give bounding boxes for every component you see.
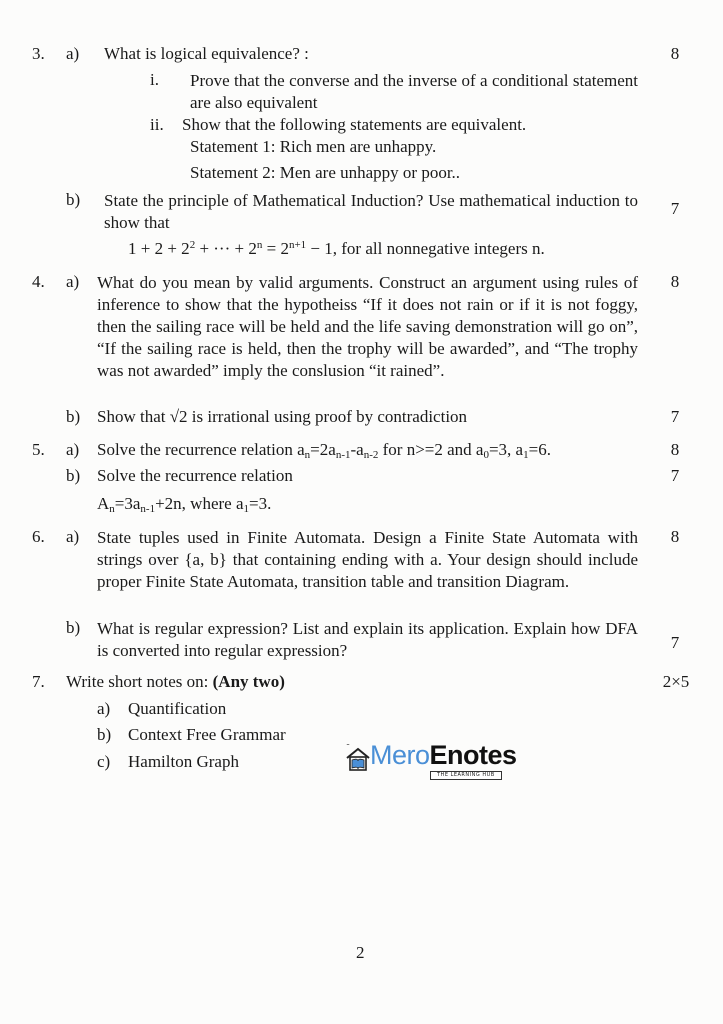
q6b-label: b)	[66, 618, 81, 637]
q7-item-b-label: b)	[97, 725, 112, 744]
q3a-ii-label: ii.	[150, 115, 164, 134]
q5a-label: a)	[66, 440, 80, 459]
q4a-marks: 8	[670, 272, 680, 291]
q7-number: 7.	[32, 672, 45, 691]
q6a-marks: 8	[670, 527, 680, 546]
q4b-text: Show that √2 is irrational using proof by contradiction	[97, 407, 468, 426]
q6a-label: a)	[66, 527, 80, 546]
q3b-text: State the principle of Mathematical Induction? Use mathematical induction to show that	[104, 191, 638, 232]
logo-enotes: Enotes	[429, 740, 517, 770]
q7-item-c-text: Hamilton Graph	[128, 752, 239, 771]
logo-mero: Mero	[370, 740, 430, 770]
q6-number: 6.	[32, 527, 45, 546]
q4b-marks: 7	[670, 407, 680, 426]
q3-number: 3.	[32, 44, 45, 63]
q5a-marks: 8	[670, 440, 680, 459]
q7-text: Write short notes on: (Any two)	[66, 672, 285, 691]
q5a-text: Solve the recurrence relation $a_n=2a_{n-1}-a_{n-2}$ for n>=2 and $a_0=3$, $a_1=6$.	[97, 440, 551, 461]
q7-item-b-text: Context Free Grammar	[128, 725, 286, 744]
q5b-equation: $A_n=3a_{n-1}+2n$, where $a_1=3$.	[97, 494, 272, 515]
q7-marks: 2×5	[662, 672, 690, 691]
svg-text:“: “	[346, 744, 351, 751]
q3a-marks: 8	[670, 44, 680, 63]
q4a-text: What do you mean by valid arguments. Construct an argument using rules of inference to show that the hypotheiss “If it does not rain or if it is not foggy, then the sailing race will be held and the life saving demonstration will go on”, “If the sailing race is held, then the trophy will be awarded”, and “The trophy was not awarded” imply the conslusion “it rained”.	[97, 273, 638, 380]
q3a-text: What is logical equivalence? :	[104, 44, 309, 63]
q4-number: 4.	[32, 272, 45, 291]
q4b-label: b)	[66, 407, 81, 426]
q6b-marks: 7	[670, 633, 680, 652]
q3a-label: a)	[66, 44, 80, 63]
q5-number: 5.	[32, 440, 45, 459]
q7-item-a-text: Quantification	[128, 699, 227, 718]
q6b-text: What is regular expression? List and explain its application. Explain how DFA is converted into regular expression?	[97, 619, 638, 660]
book-house-icon	[344, 744, 372, 774]
q5b-marks: 7	[670, 466, 680, 485]
q3b-marks: 7	[670, 199, 680, 218]
q3a-i-label: i.	[150, 70, 159, 89]
q3b-label: b)	[66, 190, 81, 209]
merоenotes-logo	[344, 738, 536, 782]
q5b-label: b)	[66, 466, 81, 485]
q5b-text: Solve the recurrence relation	[97, 466, 293, 485]
q3b-formula: $1 + 2 + 2^2$ + ··· + $2^n = 2^{n+1} - 1$, for all nonnegative integers n.	[128, 239, 545, 258]
q3a-statement-1: Statement 1: Rich men are unhappy.	[190, 137, 437, 156]
logo-tagline: THE LEARNING HUB	[430, 771, 502, 780]
q3a-ii-text: Show that the following statements are equivalent.	[182, 115, 527, 134]
page-number: 2	[356, 943, 365, 962]
q3a-statement-2: Statement 2: Men are unhappy or poor..	[190, 163, 461, 182]
q7-item-a-label: a)	[97, 699, 111, 718]
q4a-label: a)	[66, 272, 80, 291]
q7-item-c-label: c)	[97, 752, 111, 771]
q3a-i-text: Prove that the converse and the inverse of a conditional statement are also equivalent	[190, 71, 638, 112]
q6a-text: State tuples used in Finite Automata. Design a Finite State Automata with strings over {a, b} that containing ending with a. Your design should include proper Finite State Automata, transition table and transition Diagram.	[97, 528, 638, 591]
logo-wordmark	[370, 740, 517, 771]
